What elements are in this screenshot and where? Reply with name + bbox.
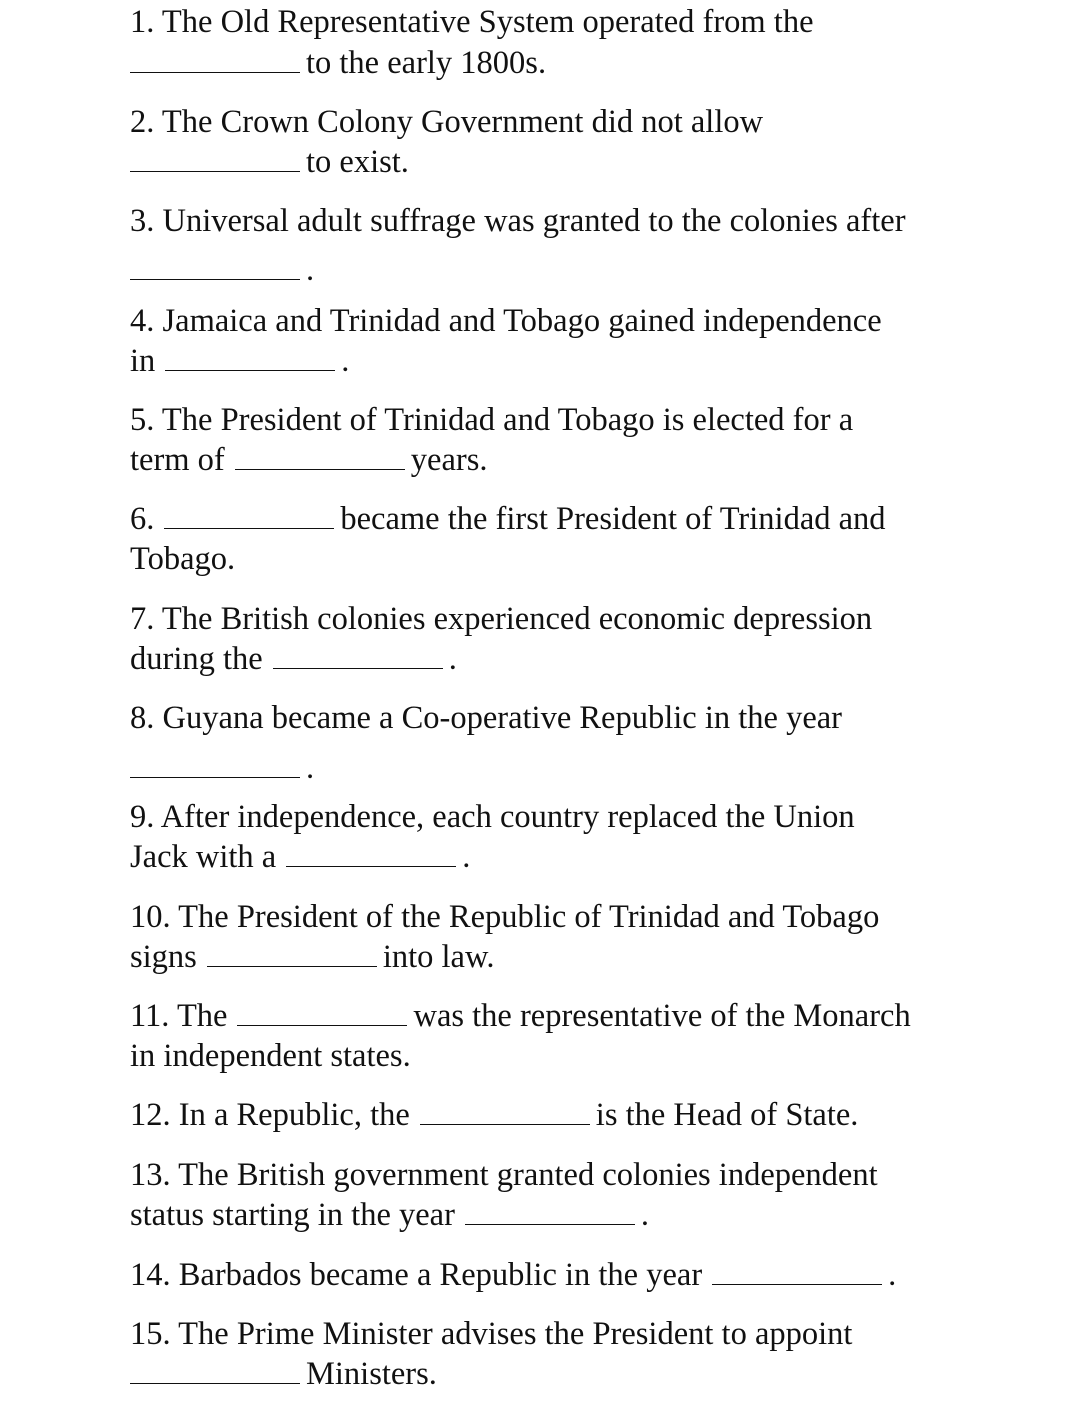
question-text: . — [306, 252, 315, 288]
question-text: . — [341, 343, 350, 379]
question-text: 3. Universal adult suffrage was granted to the colonies after — [130, 203, 906, 239]
question-5-line — [130, 440, 487, 480]
question-text: 12. In a Republic, the — [130, 1097, 410, 1133]
answer-blank[interactable] — [207, 938, 377, 967]
question-text: 14. Barbados became a Republic in the year — [130, 1257, 703, 1293]
question-text: 11. The — [130, 998, 228, 1034]
question-11-line — [130, 996, 911, 1036]
question-3-line — [130, 250, 314, 290]
question-text: 5. The President of Trinidad and Tobago is elected for a — [130, 402, 854, 438]
answer-blank[interactable] — [273, 640, 443, 669]
question-15-line — [130, 1354, 437, 1394]
question-text: in — [130, 343, 156, 379]
question-1-line — [130, 43, 546, 83]
question-1-line — [130, 2, 814, 42]
question-12-line — [130, 1095, 858, 1135]
answer-blank[interactable] — [130, 143, 300, 172]
question-2-line — [130, 102, 763, 142]
question-text: Jack with a — [130, 839, 277, 875]
answer-blank[interactable] — [712, 1256, 882, 1285]
question-11-line — [130, 1036, 411, 1076]
question-2-line — [130, 142, 409, 182]
question-text: 7. The British colonies experienced economic depression — [130, 601, 873, 637]
answer-blank[interactable] — [465, 1196, 635, 1225]
answer-blank[interactable] — [130, 749, 300, 778]
answer-blank[interactable] — [130, 251, 300, 280]
question-text: 15. The Prime Minister advises the President to appoint — [130, 1316, 853, 1352]
question-text: Tobago. — [130, 541, 236, 577]
question-6-line — [130, 499, 886, 539]
question-text: into law. — [382, 939, 495, 975]
question-text: 4. Jamaica and Trinidad and Tobago gained independence — [130, 303, 882, 339]
answer-blank[interactable] — [130, 44, 300, 73]
question-4-line — [130, 301, 882, 341]
question-text: 10. The President of the Republic of Trinidad and Tobago — [130, 899, 880, 935]
question-text: . — [640, 1197, 650, 1233]
question-13-line — [130, 1155, 878, 1195]
question-text: 9. After independence, each country replaced the Union — [130, 799, 855, 835]
answer-blank[interactable] — [164, 500, 334, 529]
question-9-line — [130, 797, 855, 837]
question-4-line — [130, 341, 349, 381]
question-text: 2. The Crown Colony Government did not allow — [130, 104, 764, 140]
question-text: was the representative of the Monarch — [413, 998, 911, 1034]
question-6-line — [130, 539, 235, 579]
question-text: Ministers. — [306, 1356, 437, 1392]
question-text: 6. — [130, 501, 155, 537]
question-5-line — [130, 400, 853, 440]
question-10-line — [130, 897, 879, 937]
question-8-line — [130, 698, 842, 738]
question-9-line — [130, 837, 470, 877]
question-text: to the early 1800s. — [306, 45, 547, 81]
question-text: to exist. — [306, 144, 409, 180]
question-text: during the — [130, 641, 263, 677]
answer-blank[interactable] — [237, 997, 407, 1026]
question-8-line — [130, 748, 314, 788]
answer-blank[interactable] — [130, 1355, 300, 1384]
question-text: 1. The Old Representative System operated from the — [130, 4, 814, 40]
question-3-line — [130, 201, 906, 241]
question-text: 8. Guyana became a Co-operative Republic in the year — [130, 700, 843, 736]
question-text: is the Head of State. — [595, 1097, 859, 1133]
answer-blank[interactable] — [165, 342, 335, 371]
question-text: . — [306, 750, 315, 786]
question-14-line — [130, 1255, 896, 1295]
question-text: in independent states. — [130, 1038, 411, 1074]
question-text: became the first President of Trinidad and — [340, 501, 886, 537]
question-text: . — [448, 641, 457, 677]
question-text: signs — [130, 939, 197, 975]
answer-blank[interactable] — [286, 838, 456, 867]
question-7-line — [130, 599, 872, 639]
question-10-line — [130, 937, 494, 977]
answer-blank[interactable] — [420, 1096, 590, 1125]
question-text: years. — [410, 442, 488, 478]
question-13-line — [130, 1195, 649, 1235]
answer-blank[interactable] — [235, 441, 405, 470]
question-text: status starting in the year — [130, 1197, 455, 1233]
question-text: 13. The British government granted colonies independent — [130, 1157, 878, 1193]
question-text: . — [462, 839, 471, 875]
question-15-line — [130, 1314, 852, 1354]
question-7-line — [130, 639, 457, 679]
question-text: . — [888, 1257, 897, 1293]
question-text: term of — [130, 442, 225, 478]
